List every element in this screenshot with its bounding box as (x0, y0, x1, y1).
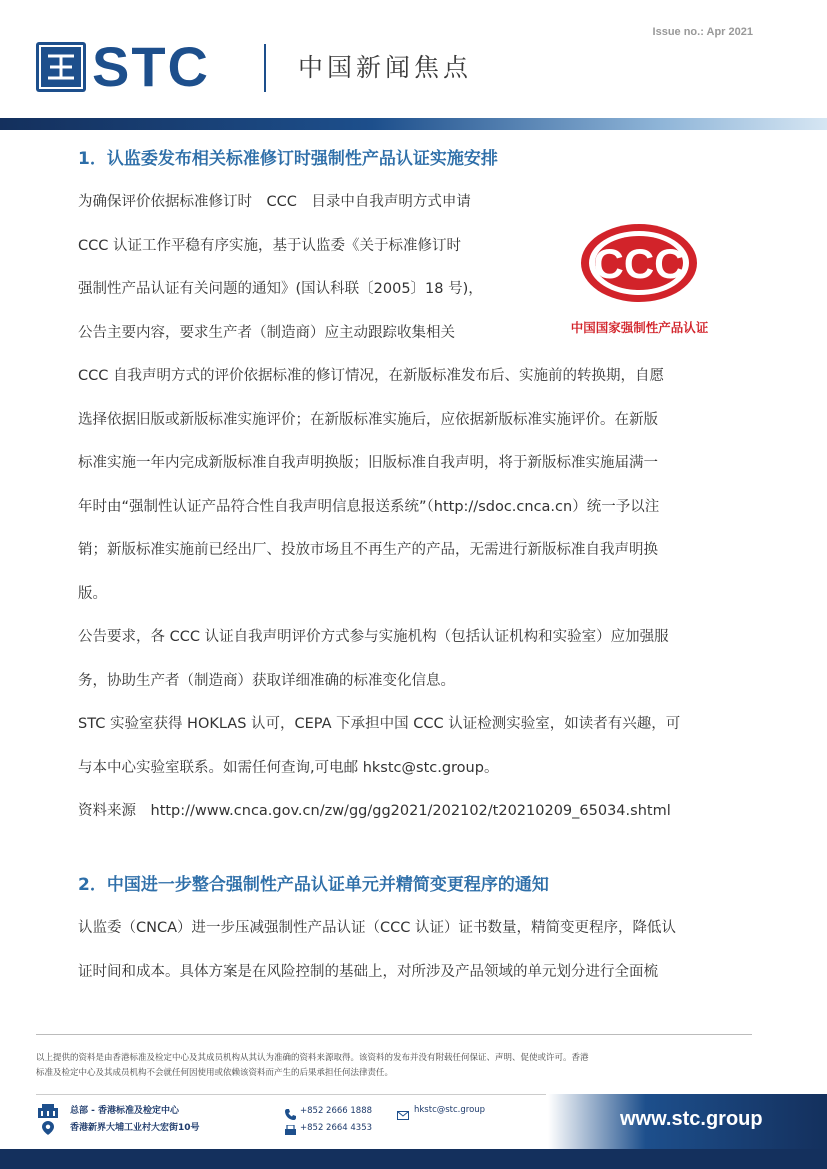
disclaimer-line: 以上提供的资料是由香港标准及检定中心及其成员机构从其认为准确的资料来源取得。该资料的发布并没有附载任何保证、声明、促使或许可。香港 (36, 1053, 589, 1063)
section-2-title: 2．中国进一步整合强制性产品认证单元并精简变更程序的通知 (78, 875, 549, 895)
hq-label: 总部 - 香港标准及检定中心 (70, 1106, 180, 1116)
paragraph-line: 年时由“强制性认证产品符合性自我声明信息报送系统”（http://sdoc.cnca.cn）统一予以注 (78, 498, 660, 515)
footer-divider-2 (36, 1094, 546, 1095)
address: 香港新界大埔工业村大宏街10号 (70, 1123, 200, 1133)
website-link[interactable]: www.stc.group (620, 1108, 763, 1130)
page-title: 中国新闻焦点 (298, 53, 473, 82)
paragraph-line: 强制性产品认证有关问题的通知》(国认科联〔2005〕18 号)， (78, 281, 483, 297)
paragraph-line: 证时间和成本。具体方案是在风险控制的基础上，对所涉及产品领域的单元划分进行全面梳 (78, 963, 658, 980)
paragraph-line: 为确保评价依据标准修订时 CCC 目录中自我声明方式申请 (78, 194, 471, 210)
paragraph-line: 标准实施一年内完成新版标准自我声明换版；旧版标准自我声明，将于新版标准实施届满一 (78, 455, 658, 471)
footer-divider (36, 1034, 752, 1035)
section-1-wrap-text (78, 181, 528, 355)
stc-logo-text: STC (92, 35, 210, 98)
header-divider (264, 44, 266, 92)
email-link[interactable]: hkstc@stc.group (414, 1105, 486, 1115)
paragraph-line: CCC 认证工作平稳有序实施，基于认监委《关于标准修订时 (78, 237, 461, 254)
ccc-mark-icon (548, 218, 731, 318)
paragraph-line: STC 实验室获得 HOKLAS 认可，CEPA 下承担中国 CCC 认证检测实验室，如读者有兴趣，可 (78, 716, 681, 732)
paragraph-line: 认监委（CNCA）进一步压减强制性产品认证（CCC 认证）证书数量，精简变更程序，降低认 (78, 920, 676, 936)
source-line: 资料来源 http://www.cnca.gov.cn/zw/gg/gg2021/202102/t20210209_65034.shtml (78, 803, 671, 819)
section-1-title: 1．认监委发布相关标准修订时强制性产品认证实施安排 (78, 149, 498, 169)
paragraph-line: 销；新版标准实施前已经出厂、投放市场且不再生产的产品，无需进行新版标准自我声明换 (78, 542, 658, 558)
fax-icon (285, 1121, 296, 1132)
phone-number[interactable]: +852 2666 1888 (300, 1106, 373, 1116)
section-1-body (78, 355, 758, 834)
footer-band (0, 1149, 827, 1169)
paragraph-line: 公告主要内容，要求生产者（制造商）应主动跟踪收集相关 (78, 324, 455, 341)
phone-icon (285, 1105, 296, 1116)
issue-number: Issue no.: Apr 2021 (652, 26, 753, 38)
stc-logo-mark (36, 42, 86, 92)
section-2-body (78, 907, 758, 994)
paragraph-line: 版。 (78, 585, 107, 602)
paragraph-line: 选择依据旧版或新版标准实施评价；在新版标准实施后，应依据新版标准实施评价。在新版 (78, 411, 658, 428)
location-pin-icon (42, 1120, 54, 1134)
building-icon (36, 1103, 60, 1117)
ccc-logo-caption: 中国国家强制性产品认证 (570, 320, 709, 335)
header-band (0, 118, 827, 130)
ccc-certification-logo (548, 218, 731, 338)
paragraph-line: CCC 自我声明方式的评价依据标准的修订情况，在新版标准发布后、实施前的转换期，自愿 (78, 368, 664, 384)
paragraph-line: 公告要求，各 CCC 认证自我声明评价方式参与实施机构（包括认证机构和实验室）应加强服 (78, 629, 669, 645)
email-icon (397, 1105, 409, 1114)
stc-emblem-icon (36, 42, 86, 92)
fax-number[interactable]: +852 2664 4353 (300, 1123, 373, 1133)
ccc-mark-text: CCC (593, 240, 685, 287)
disclaimer (36, 1051, 752, 1081)
paragraph-line: 与本中心实验室联系。如需任何查询,可电邮 hkstc@stc.group。 (78, 759, 499, 776)
disclaimer-line: 标准及检定中心及其成员机构不会就任何因使用或依赖该资料而产生的后果承担任何法律责任。 (36, 1068, 394, 1078)
paragraph-line: 务，协助生产者（制造商）获取详细准确的标准变化信息。 (78, 672, 455, 689)
